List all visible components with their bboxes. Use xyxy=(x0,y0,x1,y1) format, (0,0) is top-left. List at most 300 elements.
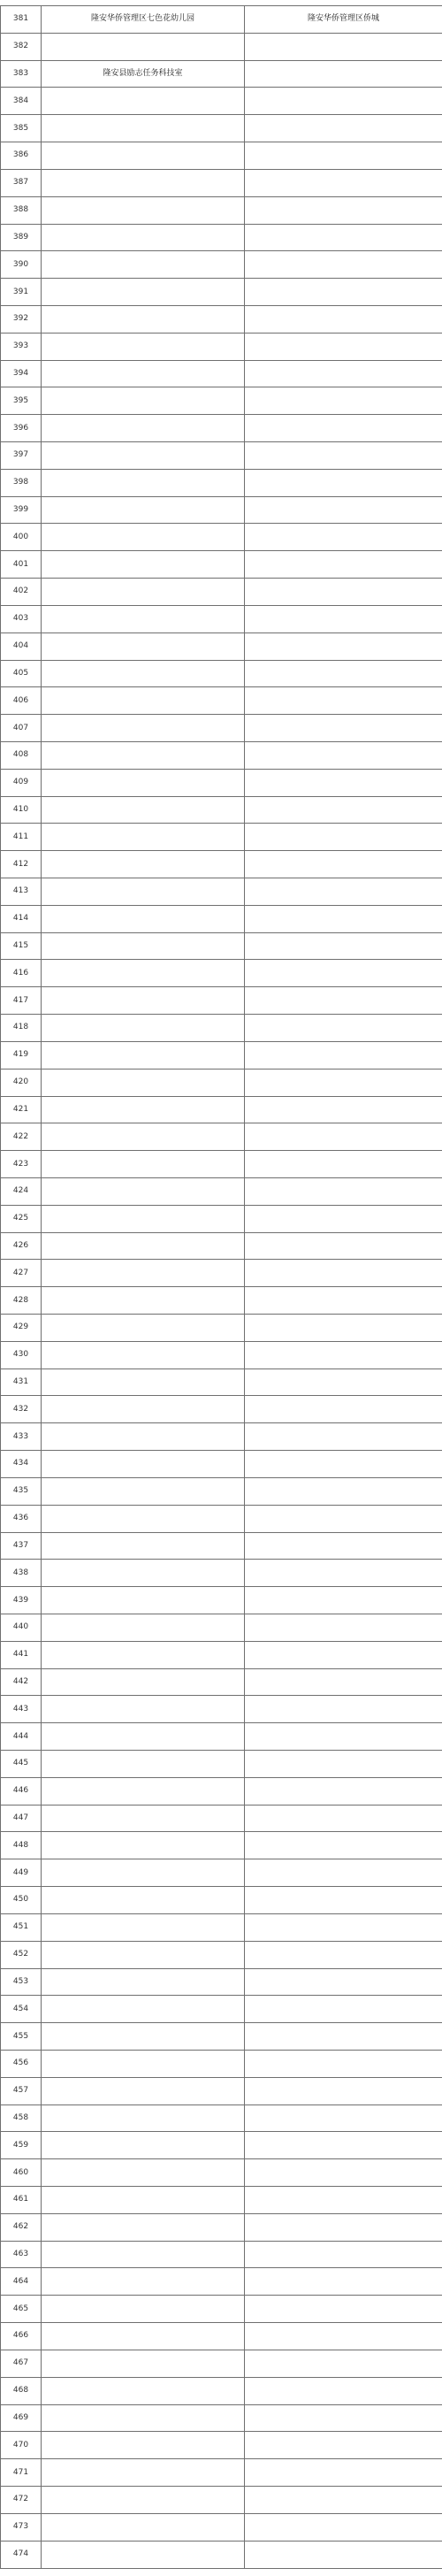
business-name xyxy=(42,2350,245,2377)
row-number: 449 xyxy=(1,1859,42,1887)
business-address xyxy=(245,442,442,470)
business-address xyxy=(245,715,442,742)
row-number: 469 xyxy=(1,2404,42,2432)
row-number: 382 xyxy=(1,33,42,60)
table-row xyxy=(1,2513,442,2541)
business-name xyxy=(42,1777,245,1805)
business-address xyxy=(245,2268,442,2296)
table-row xyxy=(1,1913,442,1941)
business-address xyxy=(245,1069,442,1096)
table-row xyxy=(1,851,442,878)
table-row xyxy=(1,2104,442,2132)
row-number: 418 xyxy=(1,1015,42,1042)
table-row xyxy=(1,715,442,742)
row-number: 473 xyxy=(1,2513,42,2541)
table-row xyxy=(1,1232,442,1260)
business-name xyxy=(42,1532,245,1560)
business-name xyxy=(42,387,245,415)
business-name xyxy=(42,1996,245,2023)
row-number: 385 xyxy=(1,115,42,142)
business-name xyxy=(42,1341,245,1368)
business-name xyxy=(42,932,245,960)
business-name xyxy=(42,878,245,906)
row-number: 398 xyxy=(1,469,42,496)
table-row xyxy=(1,2213,442,2241)
business-name xyxy=(42,169,245,196)
row-number: 400 xyxy=(1,524,42,551)
business-address xyxy=(245,687,442,715)
business-address xyxy=(245,2323,442,2350)
business-address xyxy=(245,1641,442,1668)
business-address xyxy=(245,2296,442,2323)
table-row xyxy=(1,33,442,60)
business-name xyxy=(42,1151,245,1178)
business-name xyxy=(42,142,245,170)
business-name xyxy=(42,2513,245,2541)
business-name xyxy=(42,2159,245,2187)
table-row xyxy=(1,1096,442,1123)
row-number: 461 xyxy=(1,2187,42,2214)
row-number: 420 xyxy=(1,1069,42,1096)
business-address xyxy=(245,360,442,387)
business-address xyxy=(245,1287,442,1315)
business-name xyxy=(42,305,245,333)
row-number: 452 xyxy=(1,1941,42,1968)
business-address xyxy=(245,2459,442,2487)
table-row xyxy=(1,6,442,34)
business-name xyxy=(42,2132,245,2159)
table-row xyxy=(1,524,442,551)
row-number: 408 xyxy=(1,741,42,769)
row-number: 386 xyxy=(1,142,42,170)
table-row xyxy=(1,824,442,851)
row-number: 467 xyxy=(1,2350,42,2377)
business-name xyxy=(42,851,245,878)
table-row xyxy=(1,360,442,387)
business-address xyxy=(245,2541,442,2568)
business-address xyxy=(245,33,442,60)
business-name xyxy=(42,1260,245,1287)
business-address xyxy=(245,579,442,606)
business-name xyxy=(42,1069,245,1096)
row-number: 394 xyxy=(1,360,42,387)
business-name xyxy=(42,1287,245,1315)
business-address xyxy=(245,2486,442,2513)
table-row xyxy=(1,1641,442,1668)
business-address xyxy=(245,224,442,251)
row-number: 470 xyxy=(1,2432,42,2459)
business-address xyxy=(245,469,442,496)
row-number: 417 xyxy=(1,987,42,1015)
table-row xyxy=(1,2077,442,2104)
business-address xyxy=(245,1723,442,1751)
row-number: 451 xyxy=(1,1913,42,1941)
business-address xyxy=(245,1096,442,1123)
table-row xyxy=(1,605,442,632)
row-number: 438 xyxy=(1,1560,42,1587)
business-name xyxy=(42,1041,245,1069)
table-row xyxy=(1,2159,442,2187)
row-number: 454 xyxy=(1,1996,42,2023)
row-number: 384 xyxy=(1,88,42,115)
business-address xyxy=(245,2132,442,2159)
business-name xyxy=(42,687,245,715)
row-number: 442 xyxy=(1,1668,42,1696)
business-list-body xyxy=(1,6,442,2569)
business-name xyxy=(42,1560,245,1587)
table-row xyxy=(1,1069,442,1096)
business-address xyxy=(245,1996,442,2023)
row-number: 460 xyxy=(1,2159,42,2187)
business-name xyxy=(42,2459,245,2487)
business-address xyxy=(245,824,442,851)
table-row xyxy=(1,2241,442,2268)
row-number: 439 xyxy=(1,1587,42,1614)
business-name xyxy=(42,2023,245,2051)
table-row xyxy=(1,660,442,687)
row-number: 444 xyxy=(1,1723,42,1751)
business-address xyxy=(245,333,442,360)
row-number: 388 xyxy=(1,196,42,224)
business-name xyxy=(42,1941,245,1968)
business-name xyxy=(42,1668,245,1696)
business-address xyxy=(245,60,442,88)
table-row xyxy=(1,2296,442,2323)
business-name xyxy=(42,2486,245,2513)
table-row xyxy=(1,1859,442,1887)
business-address xyxy=(245,1260,442,1287)
business-name xyxy=(42,1805,245,1832)
table-row xyxy=(1,1041,442,1069)
row-number: 392 xyxy=(1,305,42,333)
business-address xyxy=(245,1315,442,1342)
table-row xyxy=(1,1341,442,1368)
business-address xyxy=(245,605,442,632)
row-number: 402 xyxy=(1,579,42,606)
business-name xyxy=(42,551,245,579)
business-name xyxy=(42,1177,245,1205)
business-name xyxy=(42,1096,245,1123)
business-address xyxy=(245,878,442,906)
table-row xyxy=(1,1996,442,2023)
row-number: 433 xyxy=(1,1423,42,1451)
table-row xyxy=(1,2404,442,2432)
business-address xyxy=(245,2050,442,2077)
table-row xyxy=(1,1587,442,1614)
row-number: 406 xyxy=(1,687,42,715)
business-address xyxy=(245,851,442,878)
table-row xyxy=(1,169,442,196)
table-row xyxy=(1,2132,442,2159)
row-number: 436 xyxy=(1,1505,42,1532)
business-address xyxy=(245,741,442,769)
business-name xyxy=(42,2077,245,2104)
row-number: 474 xyxy=(1,2541,42,2568)
table-row xyxy=(1,442,442,470)
business-address xyxy=(245,2241,442,2268)
table-row xyxy=(1,960,442,987)
row-number: 426 xyxy=(1,1232,42,1260)
business-address xyxy=(245,551,442,579)
table-row xyxy=(1,251,442,279)
row-number: 462 xyxy=(1,2213,42,2241)
business-address xyxy=(245,2104,442,2132)
table-row xyxy=(1,1151,442,1178)
table-row xyxy=(1,1777,442,1805)
row-number: 396 xyxy=(1,415,42,442)
business-address xyxy=(245,1532,442,1560)
business-address xyxy=(245,1205,442,1232)
row-number: 401 xyxy=(1,551,42,579)
business-address xyxy=(245,279,442,306)
table-row xyxy=(1,632,442,660)
row-number: 405 xyxy=(1,660,42,687)
row-number: 441 xyxy=(1,1641,42,1668)
business-address xyxy=(245,1177,442,1205)
business-address xyxy=(245,1451,442,1478)
table-row xyxy=(1,1423,442,1451)
row-number: 413 xyxy=(1,878,42,906)
table-row xyxy=(1,1477,442,1505)
business-name xyxy=(42,88,245,115)
business-name xyxy=(42,1751,245,1778)
table-row xyxy=(1,2459,442,2487)
business-address xyxy=(245,2023,442,2051)
row-number: 435 xyxy=(1,1477,42,1505)
business-name xyxy=(42,1641,245,1668)
business-name xyxy=(42,769,245,796)
business-address xyxy=(245,1751,442,1778)
row-number: 468 xyxy=(1,2377,42,2404)
table-row xyxy=(1,142,442,170)
table-row xyxy=(1,1968,442,1996)
business-name xyxy=(42,2296,245,2323)
business-name xyxy=(42,1859,245,1887)
business-address xyxy=(245,1587,442,1614)
row-number: 409 xyxy=(1,769,42,796)
business-address xyxy=(245,796,442,824)
business-address xyxy=(245,387,442,415)
table-row xyxy=(1,1315,442,1342)
business-address xyxy=(245,1151,442,1178)
business-address xyxy=(245,524,442,551)
row-number: 455 xyxy=(1,2023,42,2051)
row-number: 410 xyxy=(1,796,42,824)
row-number: 391 xyxy=(1,279,42,306)
business-name xyxy=(42,115,245,142)
table-row xyxy=(1,741,442,769)
business-name xyxy=(42,224,245,251)
table-row xyxy=(1,1614,442,1641)
table-row xyxy=(1,987,442,1015)
business-name xyxy=(42,469,245,496)
business-name xyxy=(42,1015,245,1042)
business-name xyxy=(42,2377,245,2404)
business-name: 隆安华侨管理区七色花幼儿园 xyxy=(42,6,245,34)
row-number: 428 xyxy=(1,1287,42,1315)
business-name xyxy=(42,279,245,306)
row-number: 437 xyxy=(1,1532,42,1560)
business-name xyxy=(42,2241,245,2268)
row-number: 412 xyxy=(1,851,42,878)
business-name xyxy=(42,415,245,442)
row-number: 432 xyxy=(1,1396,42,1423)
business-address xyxy=(245,2404,442,2432)
business-address xyxy=(245,769,442,796)
table-row xyxy=(1,769,442,796)
business-name xyxy=(42,660,245,687)
row-number: 415 xyxy=(1,932,42,960)
business-address xyxy=(245,1805,442,1832)
business-name xyxy=(42,2323,245,2350)
table-row xyxy=(1,333,442,360)
table-row xyxy=(1,1505,442,1532)
table-row xyxy=(1,1887,442,1914)
row-number: 429 xyxy=(1,1315,42,1342)
table-row xyxy=(1,305,442,333)
row-number: 421 xyxy=(1,1096,42,1123)
table-row xyxy=(1,1941,442,1968)
business-name xyxy=(42,1723,245,1751)
row-number: 425 xyxy=(1,1205,42,1232)
table-row xyxy=(1,2541,442,2568)
row-number: 446 xyxy=(1,1777,42,1805)
business-address xyxy=(245,1913,442,1941)
table-row xyxy=(1,687,442,715)
table-row xyxy=(1,1805,442,1832)
table-row xyxy=(1,1751,442,1778)
business-name xyxy=(42,442,245,470)
business-address xyxy=(245,496,442,524)
business-name xyxy=(42,1887,245,1914)
row-number: 416 xyxy=(1,960,42,987)
business-address xyxy=(245,251,442,279)
table-row xyxy=(1,2050,442,2077)
row-number: 383 xyxy=(1,60,42,88)
business-address xyxy=(245,169,442,196)
row-number: 423 xyxy=(1,1151,42,1178)
business-address xyxy=(245,2187,442,2214)
table-row xyxy=(1,1532,442,1560)
business-address xyxy=(245,142,442,170)
table-row xyxy=(1,1451,442,1478)
row-number: 424 xyxy=(1,1177,42,1205)
business-name xyxy=(42,1423,245,1451)
table-row xyxy=(1,2187,442,2214)
business-address xyxy=(245,2377,442,2404)
business-address xyxy=(245,660,442,687)
business-address xyxy=(245,2513,442,2541)
business-name xyxy=(42,1614,245,1641)
business-name xyxy=(42,1832,245,1859)
business-name xyxy=(42,987,245,1015)
business-name xyxy=(42,796,245,824)
business-name xyxy=(42,496,245,524)
row-number: 381 xyxy=(1,6,42,34)
row-number: 414 xyxy=(1,905,42,932)
business-address xyxy=(245,1859,442,1887)
row-number: 430 xyxy=(1,1341,42,1368)
business-name xyxy=(42,2050,245,2077)
business-name xyxy=(42,579,245,606)
business-name xyxy=(42,715,245,742)
business-address xyxy=(245,1396,442,1423)
business-address xyxy=(245,1887,442,1914)
row-number: 422 xyxy=(1,1123,42,1151)
table-row xyxy=(1,2323,442,2350)
business-name xyxy=(42,905,245,932)
row-number: 397 xyxy=(1,442,42,470)
row-number: 404 xyxy=(1,632,42,660)
table-row xyxy=(1,387,442,415)
business-address xyxy=(245,1477,442,1505)
row-number: 450 xyxy=(1,1887,42,1914)
table-row xyxy=(1,1396,442,1423)
business-address xyxy=(245,1232,442,1260)
business-address xyxy=(245,1696,442,1723)
business-name xyxy=(42,1315,245,1342)
business-name xyxy=(42,1913,245,1941)
table-row xyxy=(1,1723,442,1751)
business-address xyxy=(245,1015,442,1042)
table-row xyxy=(1,224,442,251)
business-name xyxy=(42,632,245,660)
business-name xyxy=(42,1205,245,1232)
row-number: 393 xyxy=(1,333,42,360)
business-address xyxy=(245,1368,442,1396)
table-row xyxy=(1,1696,442,1723)
row-number: 448 xyxy=(1,1832,42,1859)
table-row xyxy=(1,796,442,824)
business-name xyxy=(42,960,245,987)
business-name xyxy=(42,1451,245,1478)
business-name xyxy=(42,33,245,60)
row-number: 471 xyxy=(1,2459,42,2487)
business-name xyxy=(42,1396,245,1423)
business-name xyxy=(42,1477,245,1505)
row-number: 387 xyxy=(1,169,42,196)
business-address xyxy=(245,1941,442,1968)
table-row xyxy=(1,196,442,224)
row-number: 457 xyxy=(1,2077,42,2104)
table-row xyxy=(1,1260,442,1287)
business-address xyxy=(245,305,442,333)
business-address xyxy=(245,1041,442,1069)
business-name xyxy=(42,2432,245,2459)
business-name xyxy=(42,2541,245,2568)
business-name xyxy=(42,360,245,387)
row-number: 456 xyxy=(1,2050,42,2077)
table-row xyxy=(1,932,442,960)
business-address xyxy=(245,88,442,115)
business-address xyxy=(245,415,442,442)
business-address xyxy=(245,2432,442,2459)
table-row xyxy=(1,2486,442,2513)
row-number: 389 xyxy=(1,224,42,251)
table-row xyxy=(1,905,442,932)
business-name xyxy=(42,196,245,224)
table-row xyxy=(1,2377,442,2404)
table-row xyxy=(1,115,442,142)
business-address xyxy=(245,1560,442,1587)
business-address xyxy=(245,1123,442,1151)
table-row xyxy=(1,415,442,442)
business-name xyxy=(42,1232,245,1260)
row-number: 407 xyxy=(1,715,42,742)
table-row xyxy=(1,1205,442,1232)
business-name xyxy=(42,605,245,632)
table-row xyxy=(1,2023,442,2051)
